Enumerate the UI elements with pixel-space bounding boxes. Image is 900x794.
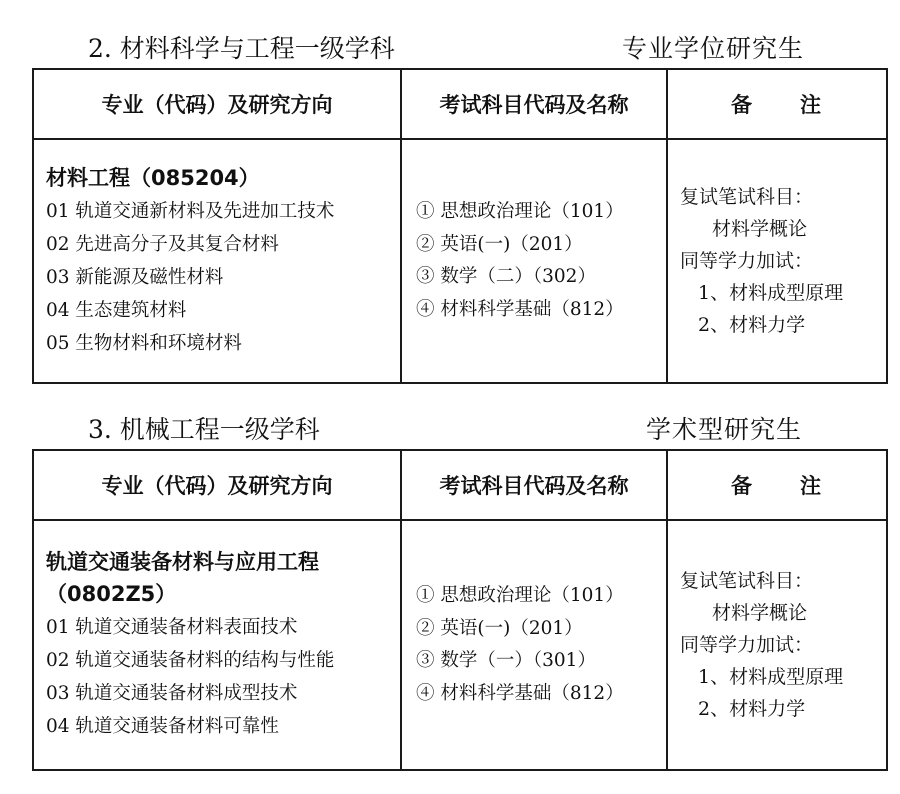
- header-remark: 备 注: [667, 69, 887, 139]
- header-exam: 考试科目代码及名称: [401, 450, 667, 520]
- section-2-exam-cell: [401, 139, 667, 383]
- exam-subject: ② 英语(一)（201）: [416, 617, 583, 639]
- header-direction: 专业（代码）及研究方向: [33, 69, 401, 139]
- section-3-body-row: [33, 520, 887, 770]
- major-name: 材料工程（085204）: [46, 165, 260, 190]
- section-3-exam-cell: [401, 520, 667, 770]
- remark-extra-item: 2、材料力学: [698, 314, 806, 336]
- remark-written-label: 复试笔试科目：: [680, 186, 814, 208]
- remark-written-subject: 材料学概论: [712, 218, 808, 240]
- section-2-degree-type: 专业学位研究生: [622, 34, 805, 63]
- remark-extra-item: 2、材料力学: [698, 698, 806, 720]
- direction-item: 04 生态建筑材料: [46, 299, 187, 321]
- direction-item: 01 轨道交通新材料及先进加工技术: [46, 200, 335, 222]
- direction-item: 02 先进高分子及其复合材料: [46, 233, 279, 255]
- section-2-title: 2. 材料科学与工程一级学科: [88, 34, 395, 63]
- exam-subject: ③ 数学（二）（302）: [416, 266, 596, 287]
- header-exam: 考试科目代码及名称: [401, 69, 667, 139]
- exam-subject: ① 思想政治理论（101）: [416, 201, 624, 222]
- exam-subject: ② 英语(一)（201）: [416, 233, 583, 255]
- section-3-header-row: [33, 450, 887, 520]
- exam-subject: ④ 材料科学基础（812）: [416, 682, 624, 704]
- section-3-title: 3. 机械工程一级学科: [88, 415, 320, 444]
- direction-item: 03 轨道交通装备材料成型技术: [46, 683, 298, 704]
- section-3-table: [32, 449, 888, 771]
- remark-extra-item: 1、材料成型原理: [698, 282, 844, 304]
- section-2-direction-cell: [33, 139, 401, 383]
- header-direction: 专业（代码）及研究方向: [33, 450, 401, 520]
- header-remark: 备 注: [667, 450, 887, 520]
- direction-item: 05 生物材料和环境材料: [46, 332, 242, 354]
- exam-subject: ④ 材料科学基础（812）: [416, 298, 624, 320]
- major-name: 轨道交通装备材料与应用工程: [46, 550, 319, 574]
- section-3-remark-cell: [667, 520, 887, 770]
- direction-item: 02 轨道交通装备材料的结构与性能: [46, 650, 335, 671]
- section-2-remark-cell: [667, 139, 887, 383]
- remark-extra-label: 同等学力加试：: [680, 634, 814, 656]
- section-2-title-row: [0, 32, 900, 66]
- direction-item: 04 轨道交通装备材料可靠性: [46, 716, 279, 737]
- major-code: （0802Z5）: [46, 582, 177, 606]
- section-3-title-row: [0, 413, 900, 447]
- section-2-table: [32, 68, 888, 384]
- remark-extra-item: 1、材料成型原理: [698, 666, 844, 688]
- section-2-header-row: [33, 69, 887, 139]
- section-3-direction-cell: [33, 520, 401, 770]
- section-2-body-row: [33, 139, 887, 383]
- section-3-degree-type: 学术型研究生: [646, 415, 803, 444]
- remark-written-label: 复试笔试科目：: [680, 570, 814, 592]
- direction-item: 01 轨道交通装备材料表面技术: [46, 617, 298, 638]
- direction-item: 03 新能源及磁性材料: [46, 266, 224, 288]
- exam-subject: ③ 数学（一）（301）: [416, 650, 596, 671]
- remark-written-subject: 材料学概论: [712, 602, 808, 624]
- remark-extra-label: 同等学力加试：: [680, 250, 814, 272]
- exam-subject: ① 思想政治理论（101）: [416, 585, 624, 606]
